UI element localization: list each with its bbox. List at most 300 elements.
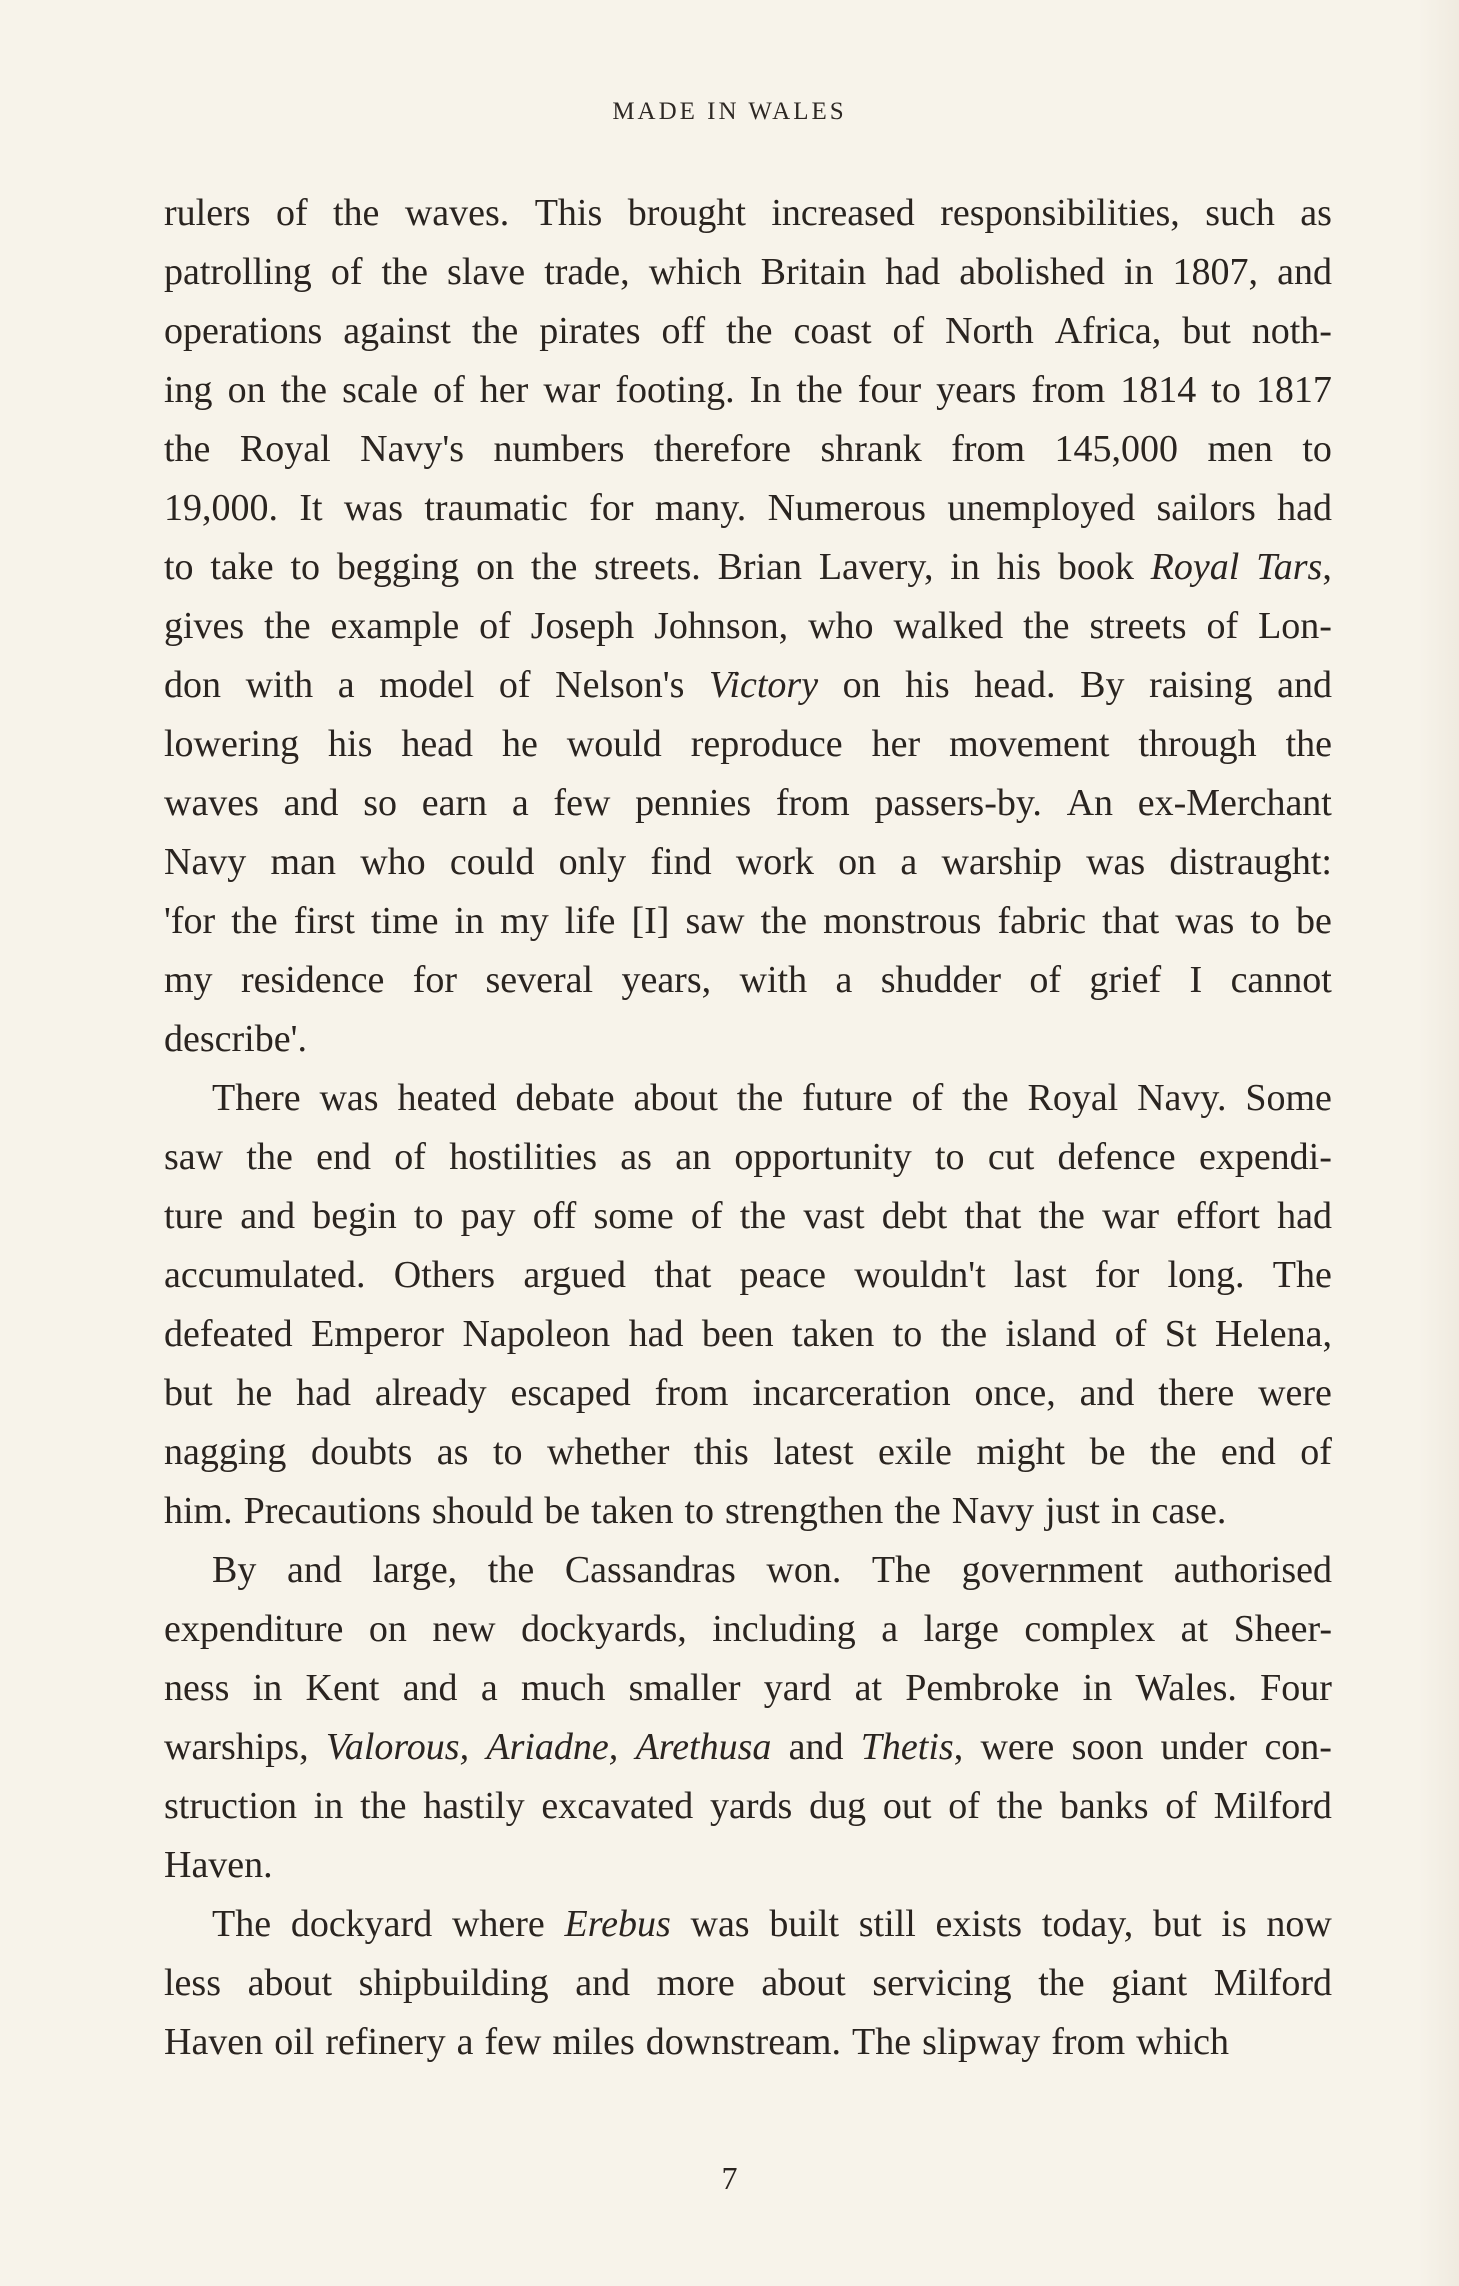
word: the (360, 1785, 407, 1827)
word: of (1029, 959, 1062, 1001)
word: on (368, 1608, 407, 1650)
word: the (1149, 1431, 1197, 1473)
word: grief (1089, 959, 1162, 1001)
text-line (164, 479, 1332, 538)
word: only (558, 841, 627, 883)
word: effort (1176, 1195, 1260, 1237)
word: yards (710, 1785, 793, 1827)
word: and (286, 1549, 342, 1591)
text-line (164, 1659, 1332, 1718)
word: the (796, 369, 843, 411)
word: Helena, (1214, 1313, 1332, 1355)
word: sailors (1156, 487, 1256, 529)
word: Numerous (767, 487, 926, 529)
word: patrolling (164, 251, 312, 293)
word: and (1277, 251, 1332, 293)
word: Sheer- (1233, 1608, 1332, 1650)
word: his (996, 546, 1041, 588)
word: movement (949, 723, 1110, 765)
word: for (589, 487, 634, 529)
word: Precautions (243, 1490, 421, 1532)
word: less (164, 1962, 221, 2004)
word: smaller (628, 1667, 741, 1709)
running-head: MADE IN WALES (612, 98, 847, 125)
word: expenditure (164, 1608, 344, 1650)
word: 'for (164, 900, 216, 942)
word: about (633, 1077, 718, 1119)
word: Lavery, (818, 546, 934, 588)
word: my (164, 959, 213, 1001)
word: the (739, 1195, 787, 1237)
word: The (1272, 1254, 1332, 1296)
text-line (164, 1305, 1332, 1364)
word: from (951, 428, 1026, 470)
word: on (227, 369, 266, 411)
word: Napoleon (462, 1313, 611, 1355)
word: 19,000. (164, 487, 278, 529)
word: to (492, 1431, 523, 1473)
word: the (1038, 1962, 1085, 2004)
word: from (1031, 369, 1106, 411)
word: at (1180, 1608, 1209, 1650)
word: defence (1057, 1136, 1176, 1178)
word: more (656, 1962, 735, 2004)
text-line (164, 302, 1332, 361)
word: already (374, 1372, 487, 1414)
word: be (1295, 900, 1332, 942)
word: of (433, 369, 465, 411)
text-line (164, 1187, 1332, 1246)
word: been (701, 1313, 774, 1355)
word: war (543, 369, 601, 411)
word: 1814 (1120, 369, 1197, 411)
word: built (769, 1903, 840, 1945)
word: ness (164, 1667, 230, 1709)
word: Navy. (1137, 1077, 1227, 1119)
word: Kent (305, 1667, 380, 1709)
word: don (164, 664, 221, 706)
word: last (1013, 1254, 1067, 1296)
word: as (1300, 192, 1332, 234)
word: slipway (922, 2021, 1041, 2063)
word: footing. (615, 369, 735, 411)
word: refinery (325, 2021, 446, 2063)
word: for (1094, 1254, 1140, 1296)
text-line (164, 1718, 1332, 1777)
word: for (412, 959, 458, 1001)
word: were (980, 1726, 1055, 1768)
word: shrank (820, 428, 922, 470)
word: complex (1024, 1608, 1156, 1650)
word: downstream. (645, 2021, 841, 2063)
word: to (1211, 369, 1241, 411)
word: her (871, 723, 921, 765)
word: of (1206, 605, 1239, 647)
word: to (1302, 428, 1332, 470)
word: much (520, 1667, 606, 1709)
word: to (892, 1313, 923, 1355)
text-line (164, 1541, 1332, 1600)
word: Four (1260, 1667, 1332, 1709)
text-line (164, 1600, 1332, 1659)
word: against (343, 310, 451, 352)
word: work (735, 841, 814, 883)
word: lowering (164, 723, 300, 765)
word: the (996, 1785, 1044, 1827)
word: would (566, 723, 662, 765)
word: soon (1071, 1726, 1144, 1768)
word: find (650, 841, 712, 883)
word: was (690, 1903, 750, 1945)
word: few (553, 782, 611, 824)
word: vast (803, 1195, 865, 1237)
word: This (534, 192, 603, 234)
text-line (164, 1954, 1332, 2013)
word: at (854, 1667, 883, 1709)
word: long. (1167, 1254, 1245, 1296)
word: to (164, 546, 194, 588)
word: Britain (760, 251, 867, 293)
word: doubts (310, 1431, 413, 1473)
word: such (1205, 192, 1275, 234)
word: new (432, 1608, 496, 1650)
word: heated (397, 1077, 497, 1119)
text-line (164, 1895, 1332, 1954)
word: off (532, 1195, 577, 1237)
word: Victory (709, 664, 819, 706)
word: Brian (717, 546, 802, 588)
word: ex-Merchant (1137, 782, 1332, 824)
word: scale (342, 369, 419, 411)
word: life (564, 900, 616, 942)
word: Haven. (164, 1844, 273, 1886)
word: this (693, 1431, 749, 1473)
word: a (881, 1608, 899, 1650)
text-line (164, 1777, 1332, 1836)
word: Africa, (1054, 310, 1162, 352)
word: a (511, 782, 529, 824)
text-line (164, 184, 1332, 243)
word: Milford (1213, 1962, 1332, 2004)
word: noth- (1251, 310, 1332, 352)
word: wouldn't (854, 1254, 986, 1296)
word: in (1110, 1490, 1141, 1532)
word: unemployed (947, 487, 1136, 529)
word: fabric (997, 900, 1087, 942)
word: It (299, 487, 323, 529)
word: of (330, 251, 363, 293)
text-line (164, 1069, 1332, 1128)
word: that (654, 1254, 712, 1296)
word: the (726, 310, 773, 352)
word: my (500, 900, 549, 942)
word: residence (240, 959, 385, 1001)
word: Lon- (1258, 605, 1332, 647)
paragraph (164, 184, 1332, 1069)
word: of (1300, 1431, 1332, 1473)
word: be (544, 1490, 581, 1532)
word: could (449, 841, 535, 883)
word: argued (523, 1254, 627, 1296)
word: of (911, 1077, 944, 1119)
word: monstrous (823, 900, 982, 942)
word: war (1102, 1195, 1160, 1237)
text-line (164, 538, 1332, 597)
word: the (736, 1077, 784, 1119)
word: Cassandras (564, 1549, 736, 1591)
word: Ariadne, (486, 1726, 619, 1768)
word: just (1045, 1490, 1100, 1532)
word: earn (421, 782, 488, 824)
word: warship (941, 841, 1062, 883)
word: model (379, 664, 475, 706)
word: operations (164, 310, 323, 352)
word: latest (773, 1431, 854, 1473)
word: was (343, 487, 404, 529)
word: Haven (164, 2021, 264, 2063)
word: By (212, 1549, 257, 1591)
word: cannot (1230, 959, 1332, 1001)
word: future (802, 1077, 893, 1119)
word: had (296, 1372, 351, 1414)
word: on (842, 664, 881, 706)
word: a (456, 2021, 474, 2063)
word: [I] (631, 900, 670, 942)
word: whether (547, 1431, 670, 1473)
word: dug (809, 1785, 867, 1827)
word: Royal (239, 428, 331, 470)
word: of (479, 605, 511, 647)
word: who (360, 841, 426, 883)
word: had (1277, 1195, 1332, 1237)
word: and (788, 1726, 844, 1768)
word: the (1038, 1195, 1085, 1237)
word: first (293, 900, 355, 942)
word: peace (739, 1254, 826, 1296)
text-line (164, 420, 1332, 479)
word: and (1079, 1372, 1135, 1414)
word: shipbuilding (358, 1962, 549, 2004)
word: head (401, 723, 474, 765)
word: Royal (1150, 546, 1240, 588)
word: ing (164, 369, 213, 411)
word: Erebus (564, 1903, 671, 1945)
word: won. (766, 1549, 842, 1591)
word: exile (878, 1431, 952, 1473)
word: servicing (872, 1962, 1012, 2004)
word: waves. (404, 192, 510, 234)
word: brought (627, 192, 746, 234)
text-line (164, 1246, 1332, 1305)
word: debt (881, 1195, 948, 1237)
word: his (905, 664, 950, 706)
word: was (319, 1077, 379, 1119)
paragraph (164, 1895, 1332, 2072)
word: take (210, 546, 274, 588)
word: exists (935, 1903, 1023, 1945)
word: the (164, 428, 211, 470)
word: Johnson, (654, 605, 789, 647)
word: streets. (594, 546, 701, 588)
word: the (940, 1313, 988, 1355)
word: a (835, 959, 853, 1001)
text-line (164, 1364, 1332, 1423)
word: today, (1041, 1903, 1134, 1945)
word: St (1164, 1313, 1197, 1355)
word: hostilities (449, 1136, 597, 1178)
word: in (252, 1667, 283, 1709)
word: numbers (493, 428, 625, 470)
word: of (498, 664, 531, 706)
word: Wales. (1135, 1667, 1237, 1709)
word: he (236, 1372, 273, 1414)
word: of (892, 310, 925, 352)
word: and (1277, 664, 1332, 706)
word: passers-by. (874, 782, 1042, 824)
word: waves (164, 782, 259, 824)
word: opportunity (734, 1136, 912, 1178)
word: to (1250, 900, 1280, 942)
text-line (164, 774, 1332, 833)
word: should (431, 1490, 534, 1532)
word: pirates (539, 310, 641, 352)
word: slave (447, 251, 526, 293)
word: but (1182, 310, 1231, 352)
word: where (451, 1903, 545, 1945)
word: An (1066, 782, 1114, 824)
word: walked (893, 605, 1004, 647)
word: the (264, 605, 311, 647)
word: her (479, 369, 529, 411)
word: saw (685, 900, 745, 942)
word: had (885, 251, 941, 293)
text-line (164, 1423, 1332, 1482)
word: oil (274, 2021, 315, 2063)
word: large (923, 1608, 999, 1650)
word: man (270, 841, 336, 883)
word: defeated (164, 1313, 293, 1355)
word: giant (1111, 1962, 1188, 2004)
word: Joseph (530, 605, 635, 647)
word: saw (164, 1136, 224, 1178)
word: increased (771, 192, 915, 234)
word: as (436, 1431, 469, 1473)
word: had (628, 1313, 684, 1355)
word: an (675, 1136, 712, 1178)
word: Arethusa (635, 1726, 772, 1768)
word: several (485, 959, 594, 1001)
word: the (760, 900, 808, 942)
word: were (1258, 1372, 1332, 1414)
word: Others (393, 1254, 496, 1296)
page-number: 7 (721, 2160, 738, 2196)
word: the (1285, 723, 1332, 765)
word: that (964, 1195, 1022, 1237)
word: example (330, 605, 460, 647)
word: of (690, 1195, 723, 1237)
word: island (1005, 1313, 1097, 1355)
word: is (1221, 1903, 1247, 1945)
word: rulers (164, 192, 251, 234)
word: out (882, 1785, 932, 1827)
word: as (620, 1136, 652, 1178)
word: some (593, 1195, 674, 1237)
word: accumulated. (164, 1254, 366, 1296)
word: about (761, 1962, 846, 2004)
word: streets (1089, 605, 1187, 647)
word: and (575, 1962, 631, 2004)
word: debate (515, 1077, 615, 1119)
word: Navy's (360, 428, 465, 470)
word: nagging (164, 1431, 287, 1473)
word: ture (164, 1195, 224, 1237)
word: expendi- (1198, 1136, 1332, 1178)
paragraph (164, 1069, 1332, 1541)
word: case. (1151, 1490, 1227, 1532)
word: had (1277, 487, 1332, 529)
word: four (857, 369, 922, 411)
word: in (454, 900, 485, 942)
word: Some (1245, 1077, 1332, 1119)
word: in (1123, 251, 1154, 293)
word: to (413, 1195, 444, 1237)
word: Royal (1027, 1077, 1119, 1119)
word: of (1165, 1785, 1197, 1827)
word: incarceration (752, 1372, 951, 1414)
word: 1817 (1255, 369, 1332, 411)
word: in (1082, 1667, 1113, 1709)
word: Thetis, (860, 1726, 964, 1768)
word: years, (621, 959, 712, 1001)
word: trade, (544, 251, 630, 293)
word: including (712, 1608, 856, 1650)
text-line (164, 715, 1332, 774)
word: gives (164, 605, 245, 647)
word: him. (164, 1490, 233, 1532)
word: reproduce (690, 723, 843, 765)
word: Valorous, (325, 1726, 470, 1768)
word: to (934, 1136, 965, 1178)
word: Tars, (1256, 546, 1332, 588)
word: of (275, 192, 308, 234)
word: with (739, 959, 808, 1001)
word: head. (974, 664, 1056, 706)
word: Milford (1213, 1785, 1332, 1827)
text-line (164, 892, 1332, 951)
word: authorised (1173, 1549, 1332, 1591)
word: the (487, 1549, 535, 1591)
word: pay (460, 1195, 516, 1237)
page-edge-shadow (1419, 0, 1459, 2286)
word: so (363, 782, 398, 824)
word: pennies (635, 782, 752, 824)
word: was (1175, 900, 1235, 942)
word: few (484, 2021, 542, 2063)
word: cut (987, 1136, 1035, 1178)
word: that (1102, 900, 1160, 942)
word: the (280, 369, 328, 411)
word: large, (372, 1549, 458, 1591)
word: might (976, 1431, 1066, 1473)
word: a (900, 841, 918, 883)
word: strengthen (725, 1490, 884, 1532)
word: from (654, 1372, 729, 1414)
word: who (808, 605, 874, 647)
word: off (661, 310, 706, 352)
word: there (1158, 1372, 1235, 1414)
text-line (164, 2013, 1332, 2072)
word: banks (1059, 1785, 1149, 1827)
